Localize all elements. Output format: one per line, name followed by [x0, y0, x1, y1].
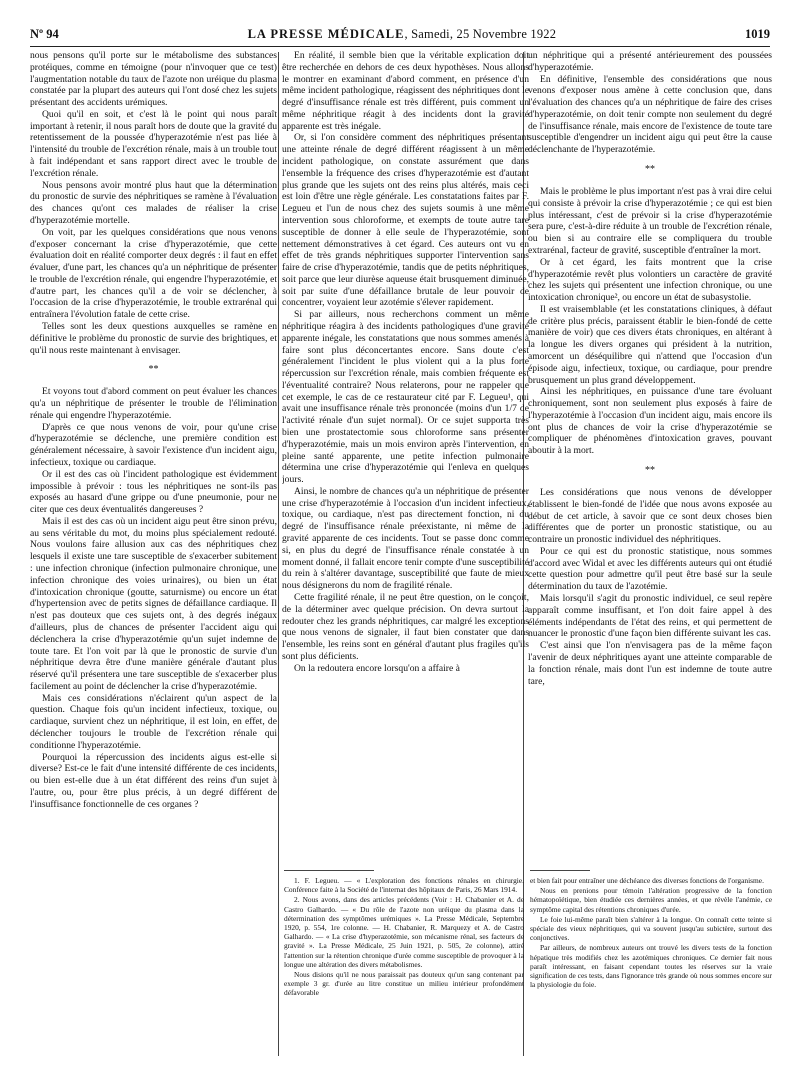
paragraph: Mais lorsqu'il s'agit du pronostic individuel, ce seul repère apparaît comme insuffisant, et l'on doit faire appel à des éléments indépendants de l'état des reins, et qui permettent de nuancer le pronostic d'une façon bien différente suivant les cas. — [528, 593, 772, 640]
paragraph: un néphritique qui a présenté antérieurement des poussées d'hyperazotémie. — [528, 50, 772, 73]
section-separator: ** — [645, 465, 655, 476]
paragraph: C'est ainsi que l'on n'envisagera pas de la même façon l'avenir de deux néphritiques ayant une atteinte comparable de la fonction rénale, mais dont l'un est indemne de toute autre tare, — [528, 640, 772, 687]
paragraph: Mais il est des cas où un incident aigu peut être sinon prévu, au sens véritable du mot, du moins plus spécialement redouté. Nous voulons faire allusion aux cas des néphritiques chez lesquels il existe une tare susceptible de s'exacerber subitement : une infection chronique (infection pulmonaire chronique, une infection chronique des voies urinaires), ou bien un état d'intoxication chronique (goutte, saturnisme) ou encore un état d'hypertension avec de petits signes de défaillance cardiaque. Il n'est pas douteux que ces sujets ont, à des degrés inégaux d'ailleurs, plus de chances de présenter l'accident aigu qui déclenchera la crise d'hyperazotémie qu'un sujet indemne de toute tare. Et l'on voit par là que le pronostic de survie d'un néphritique devra être d'une manière générale d'autant plus réservé qu'il présentera une tare susceptible de s'exacerber plus facilement au point de déclencher la crise d'hyperazotémie. — [30, 515, 277, 692]
footnote: 2. Nous avons, dans des articles précédents (Voir : H. Chabanier et A. de Castro Galhardo. — « Du rôle de l'azote non uréique du plasma dans la détermination des symptômes urémiques ». La Presse Médicale, Septembre 1920, p. 554, 1re colonne. — H. Chabanier, R. Marquezy et A. de Castro Galhardo. — « La crise d'hyperazotémie, son mécanisme rénal, ses facteurs de gravité ». La Presse Médicale, 25 Juin 1921, p. 505, 2e colonne), attiré l'attention sur la rétention chronique d'urée comme susceptible de provoquer à la longue une altération des divers métabolismes. — [284, 895, 524, 969]
issue-number: Nº 94 — [30, 26, 59, 41]
journal-title: LA PRESSE MÉDICALE — [247, 26, 405, 41]
footnotes-column-2 — [284, 876, 524, 999]
paragraph: Or, si l'on considère comment des néphritiques présentant une atteinte rénale de degré différent réagissent à un même incident pathologique, on constate assurément que dans l'ensemble la fréquence des crises d'hyperazotémie est d'autant plus grande que les sujets ont des reins plus altérés, mais ceci est loin d'être une règle générale. Les constatations faites par F. Legueu et l'un de nous chez des sujets soumis à une même intervention sous chloroforme, et exempts de toute autre tare susceptible de donner à elle seule de l'hyperazotémie, sont nettement démonstratives à cet égard. Ces auteurs ont vu en effet de très grands néphritiques supporter l'intervention sans faire de crise d'hyperazotémie, tandis que de petits néphritiques, soit parce que leur diurèse aqueuse était brusquement diminuée, soit par suite d'une défaillance brutale de leur pouvoir de concentrer, voyaient leur azotémie s'élever rapidement. — [282, 132, 529, 309]
paragraph: Cette fragilité rénale, il ne peut être question, on le conçoit, de la déterminer avec quelque précision. On devra surtout la redouter chez les grands néphritiques, car malgré les exceptions que nous venons de signaler, il faut bien constater que dans l'ensemble, les reins sont en général d'autant plus fragiles qu'ils sont plus déficients. — [282, 591, 529, 662]
issue-date: , Samedi, 25 Novembre 1922 — [404, 26, 557, 41]
paragraph: En définitive, l'ensemble des considérations que nous venons d'exposer nous amène à cette conclusion que, dans l'évaluation des chances qu'a un néphritique de faire des crises d'hyperazotémie, on doit tenir compte non seulement du degré de l'insuffisance rénale, mais encore de l'existence de toute tare susceptible d'engendrer un incident aigu qui peut être la cause déclenchante de l'hyperazotémie. — [528, 73, 772, 156]
section-separator: ** — [645, 164, 655, 176]
paragraph: Pour ce qui est du pronostic statistique, nous sommes d'accord avec Widal et avec les différents auteurs qui ont étudié cette question pour admettre qu'il peut être basé sur la seule détermination du taux de l'azotémie. — [528, 545, 772, 593]
paragraph: Ainsi, le nombre de chances qu'a un néphritique de présenter une crise d'hyperazotémie à l'occasion d'un incident infectieux, toxique, ou cardiaque, n'est pas directement fonction, ni du degré de l'insuffisance rénale préexistante, ni même de la gravité apparente de ces incidents. Tout se passe donc comme si, en plus du degré de l'insuffisance rénale constatée à un moment donné, il fallait encore tenir compte d'une susceptibilité du rein à s'altérer davantage, susceptibilité que faute de mieux nous désignerons du nom de fragilité rénale. — [282, 485, 529, 592]
footnote: Nous disions qu'il ne nous paraissait pas douteux qu'un sang contenant par exemple 3 gr. d'urée au litre constitue un milieu intérieur profondément défavorable — [284, 970, 524, 998]
footnotes-column-3 — [530, 876, 772, 990]
footnote: 1. F. Legueu. — « L'exploration des fonctions rénales en chirurgie. Conférence faite à la Société de l'internat des hôpitaux de Paris, 26 Mars 1914. — [284, 876, 524, 895]
page-header — [30, 22, 770, 47]
column-3 — [528, 50, 772, 868]
footnote-rule — [530, 870, 590, 871]
paragraph: Si par ailleurs, nous recherchons comment un même néphritique réagira à des incidents pathologiques d'une gravité apparente inégale, les constatations que nous sommes amenés à faire sont plus déconcertantes encore. Sans doute c'est généralement l'incident le plus violent qui a la plus forte répercussion sur l'excrétion rénale, mais combien fréquente est l'éventualité contraire? Nous relaterons, pour ne rappeler que cet exemple, le cas de ce restaurateur cité par F. Legueu¹, qui avait une insuffisance rénale très prononcée (moins d'un 1/7 de l'activité rénale d'un sujet normal). Or ce sujet supporta très bien une prostatectomie sous chloroforme sans présenter d'hyperazotémie, mais un mois environ après l'intervention, en pleine santé apparente, une petite infection pulmonaire détermina une crise d'hyperazotémie qui l'enleva en quelques jours. — [282, 309, 529, 486]
paragraph: On la redoutera encore lorsqu'on a affaire à — [294, 662, 460, 674]
paragraph: nous pensons qu'il porte sur le métabolisme des substances protéiques, comme en témoigne (pour n'invoquer que ce test) l'augmentation notable du taux de l'azote non uréique du plasma constatée par la plupart des auteurs qui l'ont dosé chez les sujets présentant des accidents urémiques. — [30, 50, 277, 109]
paragraph: Il est vraisemblable (et les constatations cliniques, à défaut de critère plus précis, paraissent établir le bien-fondé de cette manière de voir) que ces divers états chroniques, en altérant à la longue les divers organes qui président à la nutrition, amorcent un déséquilibre qui n'attend que l'occasion d'un épisode aigu, infectieux, toxique, ou cardiaque, pour prendre brusquement un plus grand développement. — [528, 303, 772, 386]
paragraph: Or il est des cas où l'incident pathologique est évidemment impossible à prévoir : tous les néphritiques ne sont-ils pas exposés au hasard d'une grippe ou d'une pneumonie, pour ne citer que ces deux éventualités dangereuses ? — [30, 468, 277, 516]
footnote: Nous en prenions pour témoin l'altération progressive de la fonction hématopoïétique, bien étudiée ces dernières années, et que révèle l'anémie, ce symptôme capital des rétentions chroniques d'urée. — [530, 886, 772, 914]
paragraph: Quoi qu'il en soit, et c'est là le point qui nous paraît important à retenir, il nous paraît hors de doute que la gravité du retentissement de la poussée d'hyperazotémie n'est pas liée à l'intensité du trouble de l'excrétion rénale, mais à un trouble tout à fait indépendant et sans rapport direct avec le trouble de l'excrétion rénale. — [30, 108, 277, 179]
column-1 — [30, 50, 277, 1060]
footnote-rule — [284, 870, 374, 871]
footnote: Le foie lui-même paraît bien s'altérer à la longue. On connaît cette teinte si spéciale des vieux néphritiques, qui va souvent jusqu'au subictère, surtout des conjonctives. — [530, 914, 772, 943]
column-2 — [282, 50, 529, 868]
paragraph: Les considérations que nous venons de développer établissent le bien-fondé de l'idée que nous avons exposée au début de cet article, à savoir que ce sont deux choses bien différentes que de porter un pronostic statistique, ou au contraire un pronostic individuel des néphritiques. — [528, 487, 772, 546]
paragraph: Or à cet égard, les faits montrent que la crise d'hyperazotémie revêt plus volontiers un caractère de gravité chez les sujets qui présentent une infection chronique, ou une intoxication chronique², ou encore un état de subasystolie. — [528, 256, 772, 304]
column-rule-1 — [278, 52, 279, 1056]
footnote: et bien fait pour entraîner une déchéance des diverses fonctions de l'organisme. — [530, 876, 764, 885]
footnote: Par ailleurs, de nombreux auteurs ont trouvé les divers tests de la fonction hépatique très modifiés chez les azotémiques chroniques. Ce dernier fait nous paraît intéressant, en faisant cependant toutes les réserves sur la vraie signification de ces tests, dans l'ignorance très grande où nous sommes encore sur la physiologie du foie. — [530, 943, 772, 990]
paragraph: Telles sont les deux questions auxquelles se ramène en définitive le problème du pronostic de survie des brightiques, et qu'il nous reste maintenant à envisager. — [30, 320, 277, 356]
paragraph: Mais ces considérations n'éclairent qu'un aspect de la question. Chaque fois qu'un incident infectieux, toxique, ou cardiaque, survient chez un néphritique, il est loin, en effet, de déclencher toujours le trouble de l'excrétion rénale qui conditionne l'hyperazotémie. — [30, 692, 277, 751]
paragraph: Nous pensons avoir montré plus haut que la détermination du pronostic de survie des néphritiques se ramène à l'évaluation des chances qu'ont ces malades de réaliser la crise d'hyperazotémie mortelle. — [30, 179, 277, 226]
paragraph: En réalité, il semble bien que la véritable explication doit être recherchée en dehors de ces deux hypothèses. Nous allons le montrer en examinant d'abord comment, en présence d'un même incident pathologique, réagissent des néphritiques dont le degré d'insuffisance rénale est très différent, puis comment un même néphritique réagit à des incidents dont la gravité apparente est très inégale. — [282, 50, 529, 132]
paragraph: On voit, par les quelques considérations que nous venons d'exposer concernant la crise d'hyperazotémie, que cette évaluation doit en réalité comporter deux degrés : il faut en effet évaluer, d'une part, les chances qu'a un néphritique de présenter le trouble de l'excrétion rénale, qui engendre l'hyperazotémie, et d'autre part, les chances qu'il a de voir se déclencher, à l'occasion de la crise d'hyperazotémie, le trouble extrarénal qui entraînera l'évolution fatale de cette crise. — [30, 226, 277, 321]
paragraph: D'après ce que nous venons de voir, pour qu'une crise d'hyperazotémie se déclenche, une première condition est généralement nécessaire, à savoir l'existence d'un incident aigu, infectieux, toxique ou cardiaque. — [30, 421, 277, 468]
page-number: 1019 — [744, 26, 770, 41]
running-title — [248, 27, 557, 42]
paragraph: Ainsi les néphritiques, en puissance d'une tare évoluant chroniquement, sont non seulement plus exposés à faire de l'hyperazotémie à l'occasion d'un incident aigu, mais encore ils ont plus de chances de voir la crise d'hyperazotémie se compliquer de phénomènes d'intoxication graves, pouvant aboutir à la mort. — [528, 386, 772, 457]
paragraph: Pourquoi la répercussion des incidents aigus est-elle si diverse? Est-ce le fait d'une intensité différente de ces incidents, ou bien est-elle due à un état différent des reins d'un sujet à l'autre, ou, pour être plus précis, à un degré différent de l'insuffisance fonctionnelle de ces organes ? — [30, 751, 277, 810]
paragraph: Et voyons tout d'abord comment on peut évaluer les chances qu'a un néphritique de présenter le trouble de l'élimination rénale qui engendre l'hyperazotémie. — [30, 386, 277, 421]
paragraph: Mais le problème le plus important n'est pas à vrai dire celui qui consiste à prévoir la crise d'hyperazotémie ; ce qui est bien plus intéressant, c'est de prévoir si la crise d'hyperazotémie sera pure, c'est-à-dire réduite à un trouble de l'excrétion rénale, ou bien si au contraire elle se compliquera du trouble extrarénal, facteur de gravité, susceptible d'entraîner la mort. — [528, 186, 772, 256]
section-separator: ** — [148, 364, 159, 376]
